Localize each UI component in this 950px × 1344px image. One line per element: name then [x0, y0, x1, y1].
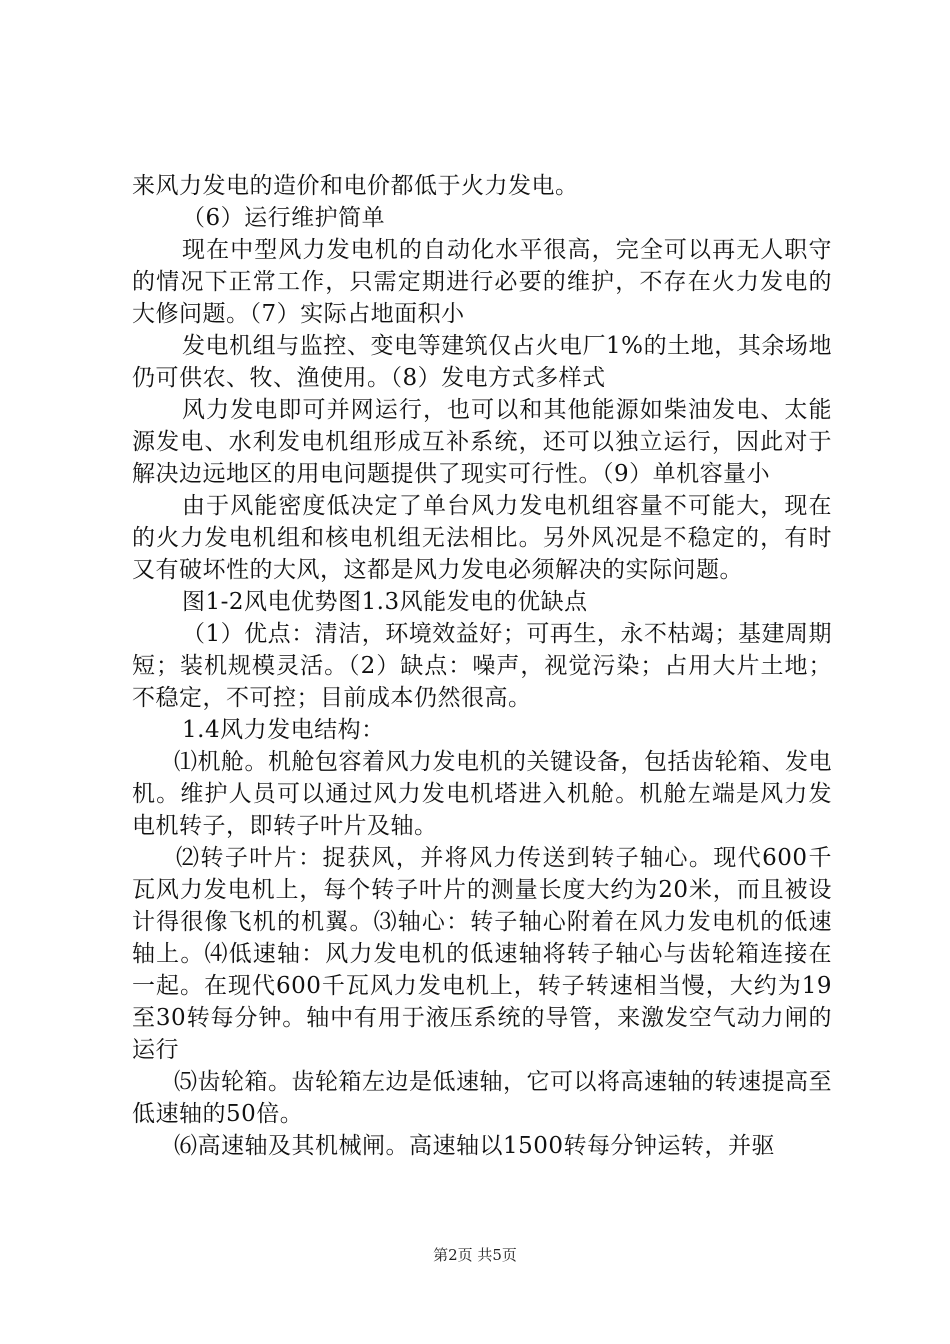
section-heading: 1.4风力发电结构： — [182, 717, 385, 743]
paragraph: 现在中型风力发电机的自动化水平很高，完全可以再无人职守的情况下正常工作，只需定期进行必要的维护，不存在火力发电的大修问题。（7）实际占地面积小 — [132, 237, 832, 327]
paragraph-heading: （6）运行维护简单 — [182, 205, 386, 231]
page-number-label: 第2页 共5页 — [433, 1246, 517, 1264]
paragraph: ⑵转子叶片：捉获风，并将风力传送到转子轴心。现代600千瓦风力发电机上，每个转子叶片的测量长度大约为20米，而且被设计得很像飞机的机翼。⑶轴心：转子轴心附着在风力发电机的低速轴上。⑷低速轴：风力发电机的低速轴将转子轴心与齿轮箱连接在一起。在现代600千瓦风力发电机上，转子转速相当慢，大约为19至30转每分钟。轴中有用于液压系统的导管，来激发空气动力闸的运行 — [132, 845, 832, 1063]
paragraph: 发电机组与监控、变电等建筑仅占火电厂1%的土地，其余场地仍可供农、牧、渔使用。（8）发电方式多样式 — [132, 333, 832, 391]
page-footer — [0, 1244, 950, 1265]
document-body — [132, 170, 832, 1162]
paragraph: ⑹高速轴及其机械闸。高速轴以1500转每分钟运转，并驱 — [174, 1133, 776, 1159]
paragraph: 由于风能密度低决定了单台风力发电机组容量不可能大，现在的火力发电机组和核电机组无法相比。另外风况是不稳定的，有时又有破坏性的大风，这都是风力发电必须解决的实际问题。 — [132, 493, 832, 583]
paragraph: ⑴机舱。机舱包容着风力发电机的关键设备，包括齿轮箱、发电机。维护人员可以通过风力发电机塔进入机舱。机舱左端是风力发电机转子，即转子叶片及轴。 — [132, 749, 832, 839]
figure-caption: 图1-2风电优势图1.3风能发电的优缺点 — [182, 589, 588, 615]
paragraph: 风力发电即可并网运行，也可以和其他能源如柴油发电、太能源发电、水利发电机组形成互补系统，还可以独立运行，因此对于解决边远地区的用电问题提供了现实可行性。（9）单机容量小 — [132, 397, 832, 487]
paragraph: 来风力发电的造价和电价都低于火力发电。 — [132, 173, 579, 199]
paragraph: ⑸齿轮箱。齿轮箱左边是低速轴，它可以将高速轴的转速提高至低速轴的50倍。 — [132, 1069, 832, 1127]
paragraph: （1）优点：清洁，环境效益好；可再生，永不枯竭；基建周期短；装机规模灵活。（2）缺点：噪声，视觉污染；占用大片土地；不稳定，不可控；目前成本仍然很高。 — [132, 621, 832, 711]
